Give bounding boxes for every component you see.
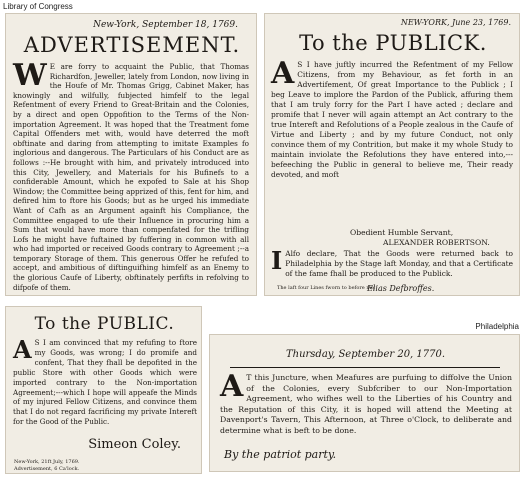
- advertisement-dateline: New-York, September 18, 1769.: [93, 20, 238, 30]
- source-label-philadelphia: Philadelphia: [475, 322, 519, 331]
- publick-body: [271, 56, 513, 180]
- thursday-dateline: Thursday, September 20, 1770.: [285, 349, 446, 360]
- thursday-panel: [209, 334, 520, 472]
- publick-signature: ALEXANDER ROBERTSON.: [383, 238, 490, 247]
- publick-sworn-note: The laft four Lines fworn to before me,: [277, 285, 376, 291]
- publick-second-text: Alfo declare, That the Goods were returned back to Philadelphia by the Stage laft Monday, and that a Certificate of the fame fhall be produced to the Publick.: [285, 249, 513, 278]
- advertisement-text: E are forry to acquaint the Public, that Thomas Richardfon, Jeweller, lately from London, now living in the Houfe of Mr. Thomas Grigg, Cabinet Maker, has knowingly and wilfully, fubjected himfelf to the legal Refentment of every Friend to Great-Britain and the Colonies, by a direct and open Oppofition to the Terms of the Non-importation Agreement. It was hoped that the Treatment fome Capital Offenders met with, would have deterred the moft obftinate and daring from attempting to imitate Examples fo inglorious and dangerous. The Particulars of his Conduct are as follows :--He brought with him, and privately introduced into this City, Jewellery, and Materials for his Bufinefs to a confiderable Amount, which he expofed to Sale at his Shop Window; the Committee being apprized of this, fent for him, and defired him to ftore his Goods; but as he urged his immediate Want of Cafh as an Argument againft his Compliance, the Committee engaged to ufe their Influence in procuring him a Sum that would have more than compenfated for the trifling Lofs he might have fuftained by fuffering in common with all who had imported or received Goods contrary to Agreement ;--a temporary Storage of them. This generous Offer he refufed to accept, and ambitious of diftinguifhing himfelf as an Enemy to the glorious Caufe of Liberty, obftinately perfifts in refolving to difpofe of them.: [13, 62, 249, 292]
- thursday-text: T this Juncture, when Meafures are purfuing to diffolve the Union of the Colonies, every Subfcriber to our Non-Importation Agreement, who wifhes well to the Liberties of his Country and the Reputation of this City, it is hoped will attend the Meeting at Davenport's Tavern, This Afternoon, at Three o'Clock, to deliberate and determine what is beft to be done.: [220, 373, 512, 435]
- publick-magistrate: Elias Defbroffes.: [367, 284, 435, 293]
- public-title: To the PUBLIC.: [34, 314, 175, 334]
- public-dropcap: A: [13, 335, 32, 364]
- publick-text: S I have juftly incurred the Refentment of my Fellow Citizens, from my Behaviour, as fet forth in an Advertifement, Of great Importance to the Publick ; I beg Leave to implore the Pardon of the Publick, affuring them that I am truly forry for the Part I have acted ; declare and promife that I never will again attempt an Act contrary to the true Intereft and Refolutions of a People zealous in the Caufe of Virtue and Liberty ; and by my future Conduct, not only convince them of my Contrition, but make it my whole Study to maintain inviolate the Refolutions they have entered into,---befeeching the Public in general to believe me, Their ready devoted, and moft: [271, 60, 513, 179]
- public-signature: Simeon Coley.: [88, 437, 181, 452]
- publick-second-body: [271, 246, 513, 278]
- publick-dateline: NEW-YORK, June 23, 1769.: [400, 18, 511, 27]
- advertisement-panel: [5, 13, 257, 296]
- public-panel: [5, 306, 202, 474]
- public-body: [13, 335, 197, 427]
- publick-dropcap: A: [271, 56, 295, 91]
- advertisement-body: [13, 58, 249, 292]
- source-label-library-of-congress: Library of Congress: [3, 2, 73, 11]
- thursday-signature: By the patriot party.: [224, 448, 337, 461]
- publick-second-dropcap: I: [271, 246, 283, 275]
- advertisement-title: ADVERTISEMENT.: [23, 33, 241, 57]
- thursday-rule: [230, 367, 500, 368]
- publick-title: To the PUBLICK.: [299, 31, 487, 55]
- thursday-dropcap: A: [220, 369, 244, 404]
- public-footer: New-York, 21ft July, 1769. Advertisement, 6 Ca'lock.: [14, 459, 80, 472]
- public-text: S I am convinced that my refufing to ftore my Goods, was wrong; I do promife and confent, That they fhall be depofited in the public Store with other Goods which were imported contrary to the Non-importation Agreement;---which I hope will appeafe the Minds of my injured Fellow Citizens, and convince them that I do not regard facrificing my private Intereft for the Good of the Public.: [13, 338, 197, 427]
- advertisement-dropcap: W: [13, 58, 47, 93]
- publick-closing: Obedient Humble Servant,: [350, 228, 454, 237]
- publick-panel: [264, 13, 520, 296]
- thursday-body: [220, 369, 512, 437]
